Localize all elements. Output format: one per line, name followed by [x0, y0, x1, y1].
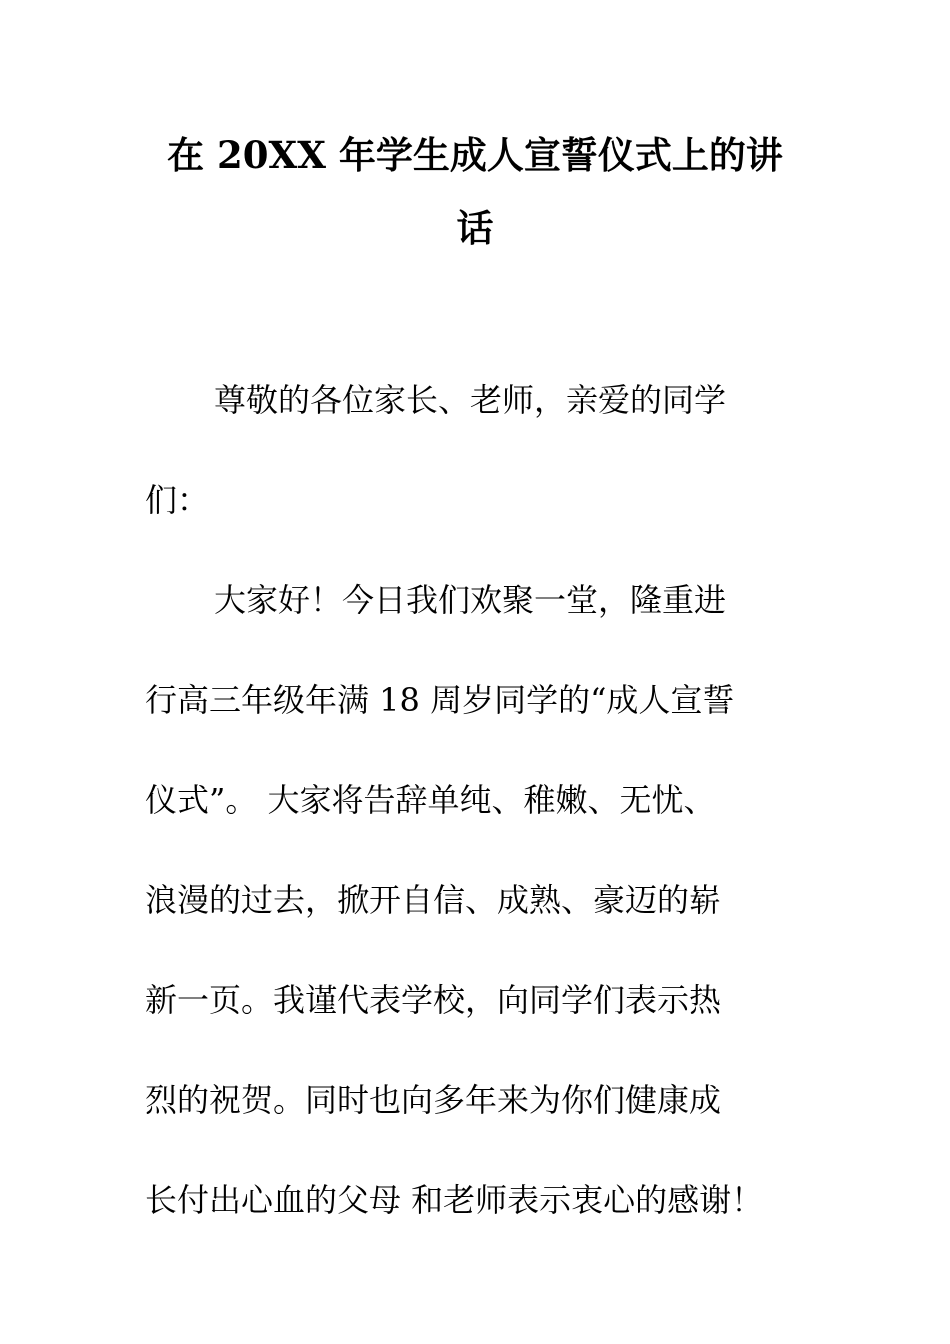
paragraph-line: 长付出心血的父母 和老师表示衷心的感谢！ [145, 1181, 764, 1219]
paragraph-line: 仪式”。 大家将告辞单纯、稚嫩、无忧、 [145, 781, 716, 819]
salutation-line-2: 们： [145, 481, 210, 519]
salutation-line-1: 尊敬的各位家长、老师，亲爱的同学 [214, 381, 727, 419]
document-title-line-1: 在 20XX 年学生成人宣誓仪式上的讲 [167, 133, 783, 177]
paragraph-line: 烈的祝贺。同时也向多年来为你们健康成 [145, 1081, 722, 1119]
paragraph-line: 大家好！今日我们欢聚一堂，隆重进 [214, 581, 727, 619]
paragraph-line: 行高三年级年满 18 周岁同学的“成人宣誓 [145, 681, 735, 719]
document-title-line-2: 话 [456, 206, 494, 250]
paragraph-line: 浪漫的过去，掀开自信、成熟、豪迈的崭 [145, 881, 722, 919]
paragraph-line: 新一页。我谨代表学校，向同学们表示热 [145, 981, 722, 1019]
